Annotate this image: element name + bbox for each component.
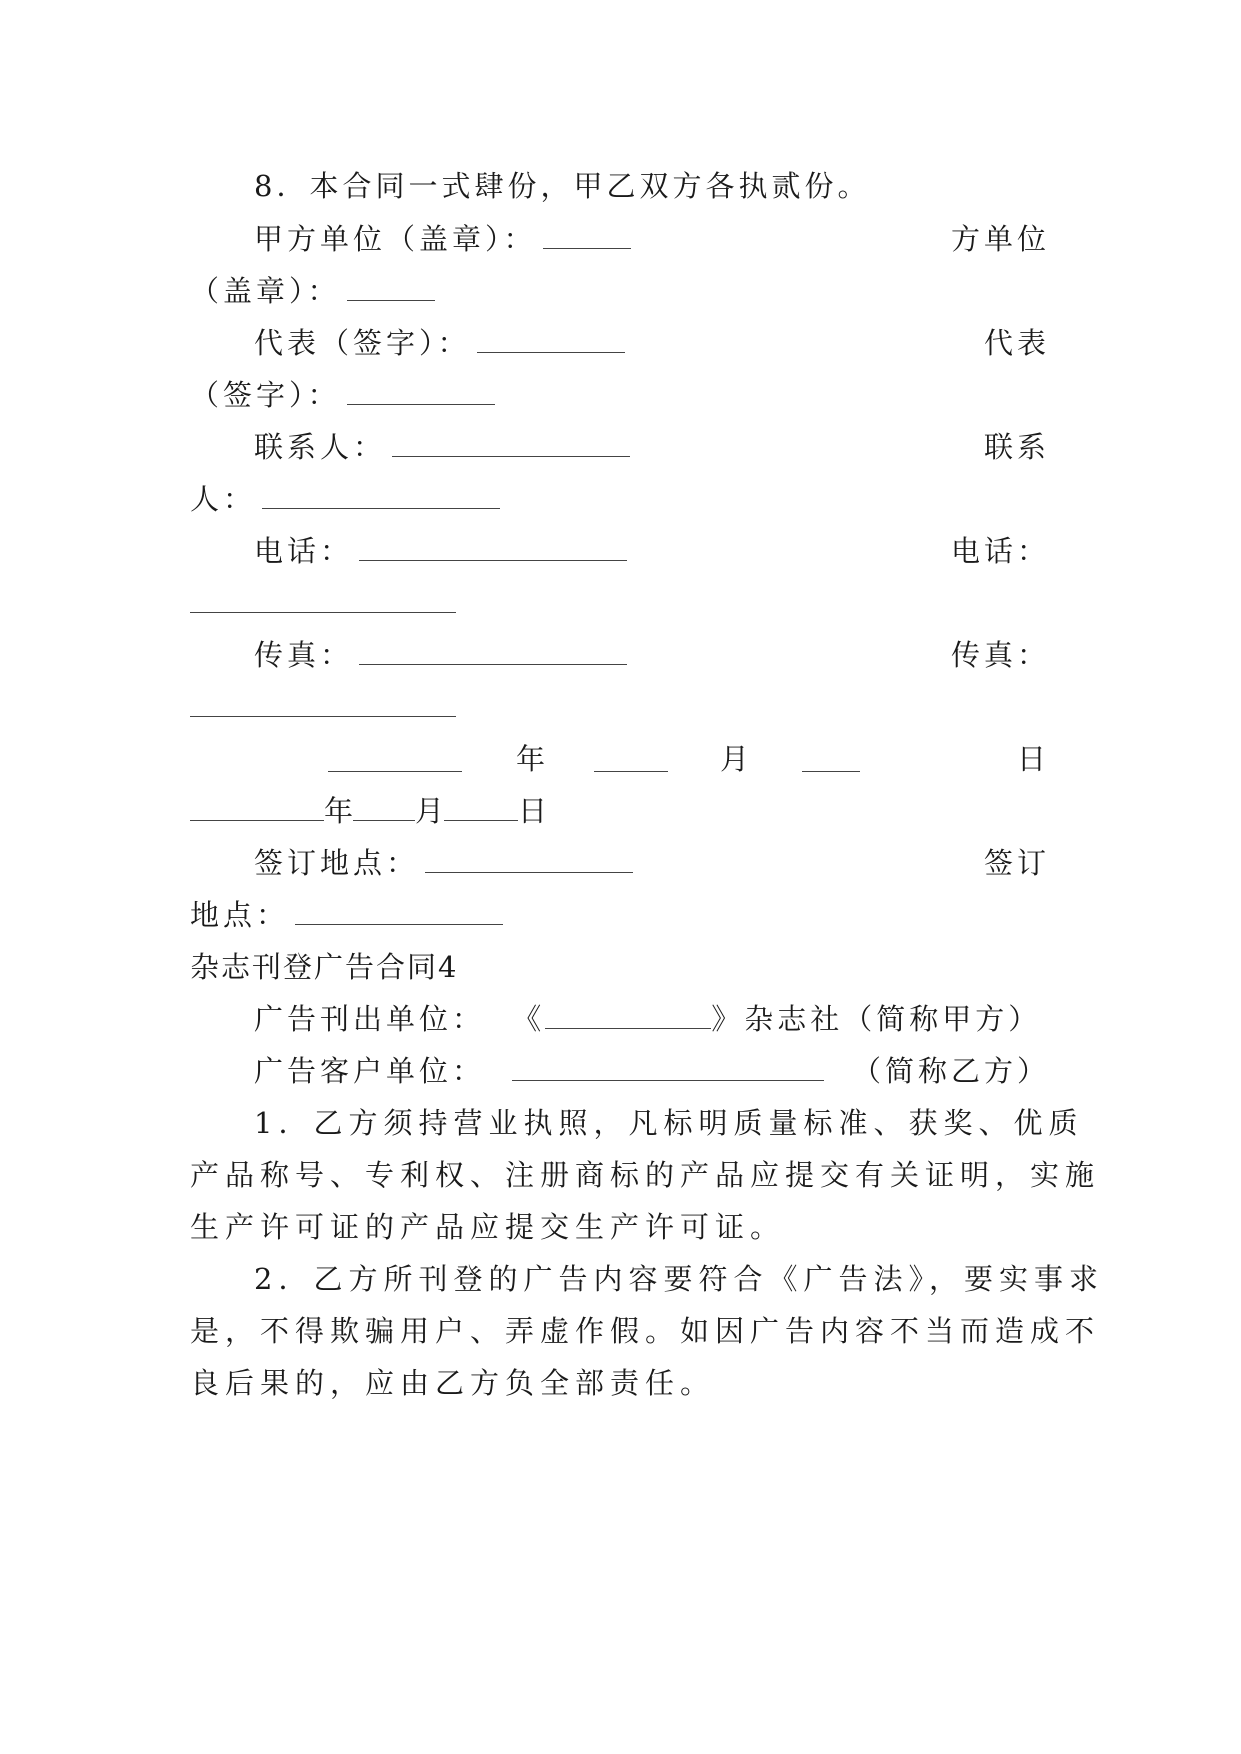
date-b-month-blank — [353, 794, 415, 821]
clause-1-line-3: 生产许可证的产品应提交生产许可证。 — [190, 1210, 786, 1244]
fax-b-label: 传真： — [950, 638, 1050, 672]
contact-a-label: 联系人： — [254, 430, 387, 464]
party-unit-row — [190, 219, 1050, 259]
phone-b-blank-row — [190, 583, 1050, 623]
place-row — [190, 843, 1050, 883]
phone-a-blank — [359, 534, 627, 561]
rep-a-label: 代表（签字）： — [254, 326, 471, 360]
client-unit-blank — [512, 1054, 824, 1081]
date-b-day-blank — [444, 794, 518, 821]
contact-a-blank — [392, 430, 630, 457]
ad-unit-row — [190, 999, 1050, 1039]
contact-b-label: 联系 — [983, 430, 1050, 464]
clause-1-line-1: 1．乙方须持营业执照，凡标明质量标准、获奖、优质 — [254, 1106, 1084, 1140]
place-b-cont: 地点： — [190, 898, 290, 932]
clause-2-line-1: 2．乙方所刊登的广告内容要符合《广告法》，要实事求 — [254, 1262, 1104, 1296]
party-b-unit-label: 方单位 — [950, 222, 1050, 256]
phone-b-blank — [190, 586, 456, 613]
date-a-month-blank — [594, 745, 668, 772]
date-b-day: 日 — [518, 794, 548, 828]
contact-b-blank — [262, 482, 500, 509]
date-a-month: 月 — [720, 742, 754, 776]
phone-b-label: 电话： — [950, 534, 1050, 568]
place-a-label: 签订地点： — [254, 846, 420, 880]
ad-unit-label: 广告刊出单位： — [254, 1002, 486, 1036]
date-a-day-blank — [802, 745, 860, 772]
date-b-year: 年 — [324, 794, 354, 828]
phone-a-label: 电话： — [254, 534, 354, 568]
party-b-unit-blank — [347, 274, 435, 301]
contact-b-cont-row — [190, 479, 1050, 519]
client-unit-row — [190, 1051, 1050, 1091]
party-b-unit-cont-row — [190, 271, 1050, 311]
contact-row — [190, 427, 1050, 467]
contact-b-cont: 人： — [190, 482, 257, 516]
rep-row — [190, 323, 1050, 363]
ad-unit-open: 《 — [512, 1002, 546, 1036]
ad-unit-close: 》杂志社（简称甲方） — [711, 1002, 1042, 1036]
date-a-day: 日 — [1016, 742, 1050, 776]
party-b-unit-cont: （盖章）： — [190, 274, 341, 308]
clause-2-line-3: 良后果的，应由乙方负全部责任。 — [190, 1366, 716, 1400]
rep-a-blank — [477, 326, 625, 353]
magazine-name-blank — [545, 1002, 711, 1029]
fax-b-blank — [190, 690, 456, 717]
client-unit-label: 广告客户单位： — [254, 1054, 486, 1088]
rep-b-cont-row — [190, 375, 1050, 415]
client-unit-suffix: （简称乙方） — [851, 1054, 1050, 1088]
fax-row — [190, 635, 1050, 675]
clause-1-line-2: 产品称号、专利权、注册商标的产品应提交有关证明，实施 — [190, 1158, 1101, 1192]
date-a-year: 年 — [516, 742, 550, 776]
clause-8 — [190, 166, 1050, 206]
date-b-year-blank — [190, 794, 324, 821]
party-a-unit-blank — [543, 222, 631, 249]
date-a-year-blank — [328, 745, 462, 772]
date-row-b — [190, 791, 1050, 831]
phone-row — [190, 531, 1050, 571]
fax-a-label: 传真： — [254, 638, 354, 672]
section-title: 杂志刊登广告合同4 — [190, 950, 459, 984]
fax-a-blank — [359, 638, 627, 665]
place-b-blank — [295, 898, 503, 925]
date-row-a — [190, 739, 1050, 779]
place-a-blank — [425, 846, 633, 873]
place-b-cont-row — [190, 895, 1050, 935]
rep-b-blank — [347, 378, 495, 405]
date-b-month: 月 — [415, 794, 445, 828]
fax-b-blank-row — [190, 687, 1050, 727]
clause-8-text: 8．本合同一式肆份，甲乙双方各执贰份。 — [254, 169, 871, 203]
party-a-unit-label: 甲方单位（盖章）： — [254, 222, 537, 256]
clause-2-line-2: 是，不得欺骗用户、弄虚作假。如因广告内容不当而造成不 — [190, 1314, 1101, 1348]
rep-b-cont: （签字）： — [190, 378, 341, 412]
rep-b-label: 代表 — [983, 326, 1050, 360]
place-b-label: 签订 — [983, 846, 1050, 880]
